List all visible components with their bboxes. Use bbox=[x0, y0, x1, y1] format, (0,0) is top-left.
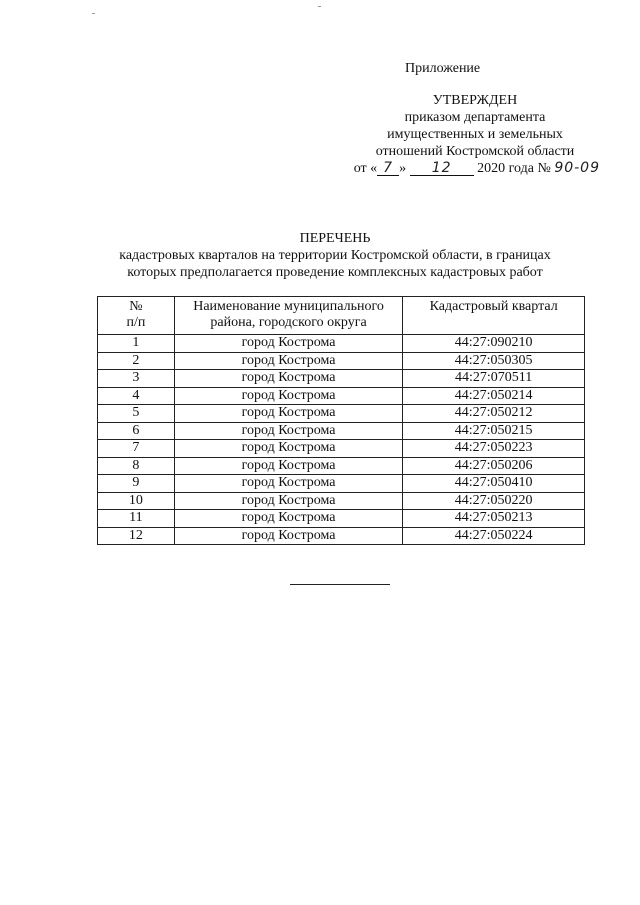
row-area: город Кострома bbox=[174, 440, 403, 458]
column-header-number: № п/п bbox=[98, 297, 175, 335]
table-row bbox=[98, 527, 585, 545]
table-header-row bbox=[98, 297, 585, 335]
table-row bbox=[98, 352, 585, 370]
date-month: 12 bbox=[410, 161, 474, 176]
row-number: 8 bbox=[98, 457, 175, 475]
row-number: 11 bbox=[98, 510, 175, 528]
row-quarter: 44:27:050206 bbox=[403, 457, 585, 475]
row-area: город Кострома bbox=[174, 457, 403, 475]
approved-line-3: отношений Костромской области bbox=[375, 144, 575, 159]
row-area: город Кострома bbox=[174, 510, 403, 528]
table-row bbox=[98, 457, 585, 475]
table-row bbox=[98, 387, 585, 405]
row-area: город Кострома bbox=[174, 387, 403, 405]
date-mid: » bbox=[399, 161, 407, 176]
row-number: 1 bbox=[98, 335, 175, 353]
row-number: 7 bbox=[98, 440, 175, 458]
scan-artifact bbox=[318, 6, 321, 7]
row-number: 6 bbox=[98, 422, 175, 440]
approved-title: УТВЕРЖДЕН bbox=[432, 93, 518, 108]
table-row bbox=[98, 370, 585, 388]
row-area: город Кострома bbox=[174, 370, 403, 388]
date-year-text: 2020 года № bbox=[477, 161, 551, 176]
column-header-quarter: Кадастровый квартал bbox=[403, 297, 585, 335]
approved-line-2: имущественных и земельных bbox=[387, 127, 563, 142]
row-number: 5 bbox=[98, 405, 175, 423]
row-area: город Кострома bbox=[174, 492, 403, 510]
order-date-line bbox=[310, 160, 600, 177]
table-row bbox=[98, 492, 585, 510]
row-number: 9 bbox=[98, 475, 175, 493]
row-quarter: 44:27:050213 bbox=[403, 510, 585, 528]
row-number: 10 bbox=[98, 492, 175, 510]
row-quarter: 44:27:090210 bbox=[403, 335, 585, 353]
row-area: город Кострома bbox=[174, 527, 403, 545]
appendix-label: Приложение bbox=[405, 61, 481, 76]
row-quarter: 44:27:070511 bbox=[403, 370, 585, 388]
row-number: 12 bbox=[98, 527, 175, 545]
order-number: 90-09 bbox=[554, 160, 600, 176]
row-area: город Кострома bbox=[174, 405, 403, 423]
document-heading: ПЕРЕЧЕНЬ bbox=[299, 231, 371, 246]
row-quarter: 44:27:050212 bbox=[403, 405, 585, 423]
table-row bbox=[98, 475, 585, 493]
row-quarter: 44:27:050224 bbox=[403, 527, 585, 545]
document-title-block bbox=[90, 230, 580, 281]
row-number: 2 bbox=[98, 352, 175, 370]
row-quarter: 44:27:050223 bbox=[403, 440, 585, 458]
table-row bbox=[98, 422, 585, 440]
cadastral-quarters-table bbox=[97, 296, 585, 545]
table-row bbox=[98, 335, 585, 353]
approved-line-1: приказом департамента bbox=[404, 110, 546, 125]
table-row bbox=[98, 510, 585, 528]
row-quarter: 44:27:050214 bbox=[403, 387, 585, 405]
row-area: город Кострома bbox=[174, 475, 403, 493]
end-of-document-rule bbox=[290, 584, 390, 585]
document-subtitle-line-2: которых предполагается проведение комплексных кадастровых работ bbox=[127, 265, 543, 280]
document-subtitle-line-1: кадастровых кварталов на территории Костромской области, в границах bbox=[119, 248, 551, 263]
date-day: 7 bbox=[377, 161, 399, 176]
column-header-area: Наименование муниципального района, городского округа bbox=[174, 297, 403, 335]
table-row bbox=[98, 405, 585, 423]
row-number: 4 bbox=[98, 387, 175, 405]
row-quarter: 44:27:050220 bbox=[403, 492, 585, 510]
row-number: 3 bbox=[98, 370, 175, 388]
date-prefix: от « bbox=[353, 161, 378, 176]
row-area: город Кострома bbox=[174, 422, 403, 440]
row-area: город Кострома bbox=[174, 335, 403, 353]
row-quarter: 44:27:050305 bbox=[403, 352, 585, 370]
scan-artifact bbox=[92, 13, 95, 14]
table-row bbox=[98, 440, 585, 458]
row-quarter: 44:27:050215 bbox=[403, 422, 585, 440]
approval-stamp-block bbox=[310, 92, 600, 177]
row-quarter: 44:27:050410 bbox=[403, 475, 585, 493]
row-area: город Кострома bbox=[174, 352, 403, 370]
